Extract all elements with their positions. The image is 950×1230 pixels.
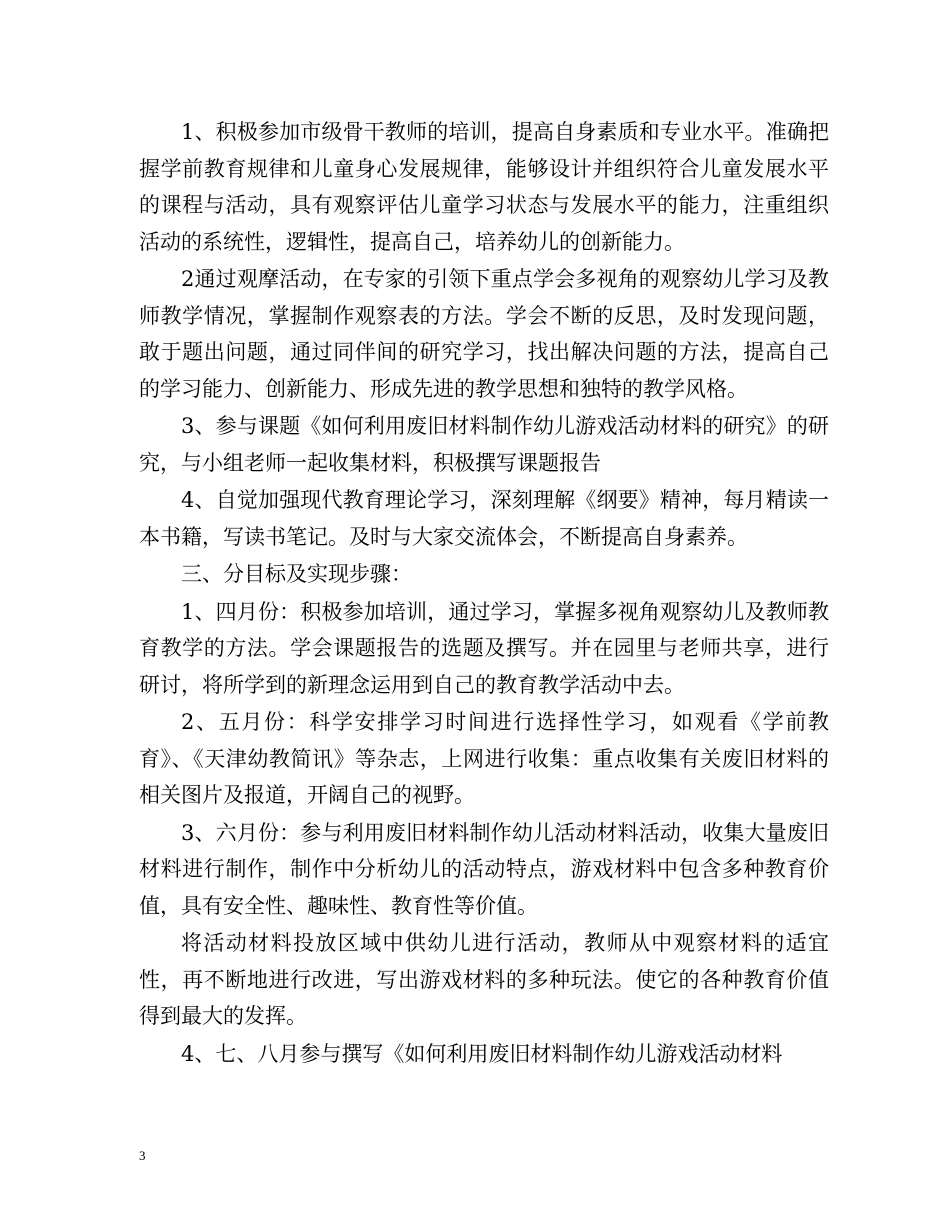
paragraph-3: 3、参与课题《如何利用废旧材料制作幼儿游戏活动材料的研究》的研究，与小组老师一起收集材料，积极撰写课题报告	[139, 414, 829, 475]
paragraph-9: 4、七、八月参与撰写《如何利用废旧材料制作幼儿游戏活动材料	[181, 1041, 783, 1066]
paragraph-2: 2通过观摩活动，在专家的引领下重点学会多视角的观察幼儿学习及教师教学情况，掌握制作观察表的方法。学会不断的反思，及时发现问题，敢于题出问题，通过同伴间的研究学习，找出解决问题的方法，提高自己的学习能力、创新能力、形成先进的教学思想和独特的教学风格。	[139, 267, 829, 401]
page-number: 3	[139, 1148, 146, 1163]
section-heading: 三、分目标及实现步骤：	[181, 562, 412, 586]
paragraph-6: 2、五月份：科学安排学习时间进行选择性学习，如观看《学前教育》、《天津幼教简讯》等杂志，上网进行收集：重点收集有关废旧材料的相关图片及报道，开阔自己的视野。	[139, 710, 829, 807]
paragraph-7: 3、六月份：参与利用废旧材料制作幼儿活动材料活动，收集大量废旧材料进行制作，制作中分析幼儿的活动特点，游戏材料中包含多种教育价值，具有安全性、趣味性、教育性等价值。	[139, 820, 829, 918]
paragraph-1: 1、积极参加市级骨干教师的培训，提高自身素质和专业水平。准确把握学前教育规律和儿童身心发展规律，能够设计并组织符合儿童发展水平的课程与活动，具有观察评估儿童学习状态与发展水平的能力，注重组织活动的系统性，逻辑性，提高自己，培养幼儿的创新能力。	[139, 120, 829, 254]
document-body	[139, 114, 829, 1073]
paragraph-5: 1、四月份：积极参加培训，通过学习，掌握多视角观察幼儿及教师教育教学的方法。学会课题报告的选题及撰写。并在园里与老师共享，进行研讨，将所学到的新理念运用到自己的教育教学活动中去。	[139, 599, 829, 697]
paragraph-4: 4、自觉加强现代教育理论学习，深刻理解《纲要》精神，每月精读一本书籍，写读书笔记。及时与大家交流体会，不断提高自身素养。	[139, 488, 829, 549]
paragraph-8: 将活动材料投放区域中供幼儿进行活动，教师从中观察材料的适宜性，再不断地进行改进，写出游戏材料的多种玩法。使它的各种教育价值得到最大的发挥。	[139, 931, 829, 1028]
